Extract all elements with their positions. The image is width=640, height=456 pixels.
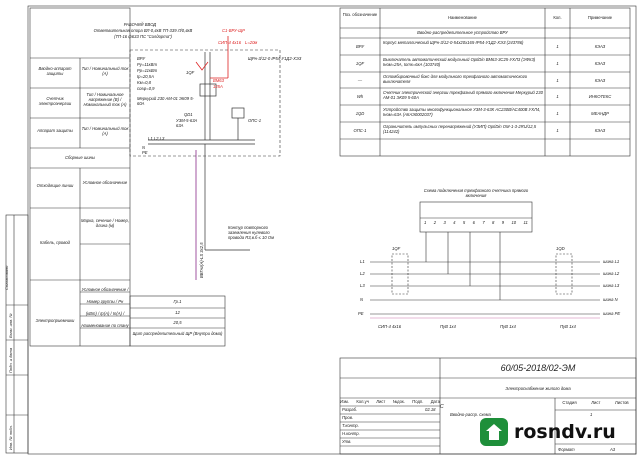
spec-row-pos: Wh [356,94,364,99]
row-sub: Тип / Номинальный ток (А) [81,126,129,136]
diagram-cable: ПуВ 1х4 [500,324,516,329]
spec-row-name: Опломбировочный бокс для модульного трехфазного автоматического выключателя [383,74,528,84]
vru-line: ВРУ [137,56,146,61]
meter-cable-label: СИП-4 4х16 [218,40,242,45]
role: Пров. [342,415,354,420]
sheet-number: 1 [590,412,593,417]
row-sub: Условное обозначение / Номер группы / Рн (кВт) / Ip(A) / In(A) / Наименование по плану [81,287,129,328]
spec-row-name: Ограничитель импульсных перенапряжений (УЗИП) OptiDin ОМ-1-3-2RU/12,5 (114242) [383,124,537,134]
spec-row-note: КЭАЗ [594,128,606,133]
bus-out: шина L3 [603,283,620,288]
stamp-sign-date: Подп. и дата [8,347,13,373]
row-sub: Условное обозначение [82,180,128,185]
row-label: Электроприемники [35,318,75,323]
role: Т.контр. [342,423,359,428]
diagram-qd: 1QD [556,246,565,251]
terminal: 11 [523,220,528,225]
spec-row-qty: 1 [556,128,559,133]
spec-row-pos: ВРУ [355,44,365,49]
bus-pe: PE [142,150,148,155]
diagram-qf: 1QF [392,246,401,251]
spec-col-name: Наименование [447,15,478,20]
ground-note: Контур повторного заземления нулевого провода R3,в.б ≤ 10 Ом [228,225,274,240]
spec-row-name: Корпус металлический ЩРн-3/12-0-54х20х165-IP54-У1Д2-ХЭЗ (243786) [383,40,524,45]
vru-line: Kм=0,8 [137,80,151,85]
meter-length-label: L=20м [245,40,258,45]
spec-row-note: КЭАЗ [594,44,606,49]
row-label: Сборные шины [64,155,96,160]
row-sub: Тип / Номинальный ток (А) [81,66,129,76]
vru-line: Ру=11кВт [137,62,157,67]
vru-line: cosφ=0,9 [137,86,155,91]
line-in: N [360,297,364,302]
terminal: 10 [511,220,517,225]
terminal: 1 [424,220,427,225]
breaker-2-spec: УЗМ-5-63А 63А [176,118,198,128]
group-name: Гр.1 [173,299,182,304]
stage-col: Лист [591,400,601,405]
bus-out: шина PE [603,311,621,316]
breaker-2: QD1 [184,112,193,117]
stage-header-row [555,400,636,405]
red-label: 125А [213,84,223,89]
spec-row-note: МЕАНДР [591,111,609,116]
diagram-cable: ПуВ 1х4 [440,324,456,329]
breaker-1: 1QF [186,70,195,75]
vru-spec: ЩРн-3/12-0 IP54-У1Д2-ХЭЗ [248,56,302,61]
spec-row-note: ИНКОТЕКС [588,94,612,99]
bus-n: N [142,145,146,150]
line-in: L2 [360,271,365,276]
spec-row-name: Счетчик электрической энергии трехфазный прямого включения Меркурий 230 АМ-01 ЭК09 5-60А [383,90,543,100]
bus-out: шина N [603,297,618,302]
role: Разраб. [342,407,358,412]
sheet-title: Вводно-распр. схема [450,412,491,417]
cable-vertical: ВВГнг(А)-LS 3х2,5 [199,242,204,278]
spec-row-pos: ОПС-1 [353,128,367,133]
format-label: Формат [558,447,575,452]
diagram-cable: ПуВ 1х4 [560,324,576,329]
title-col: Дата [430,399,440,404]
red-label: ВМ63 [213,78,224,83]
spec-col-pos: Поз. обозначение [342,12,378,17]
title-col: Подп. [412,399,424,404]
watermark [480,418,616,446]
opn-label: ОПС-1 [248,118,262,123]
diagram-title: Схема подключения трехфазного счетчика прямого включения [423,188,529,198]
spec-row-qty: 1 [556,111,559,116]
stage-col: Листов [615,400,629,405]
title-col: №док. [392,399,405,404]
spec-row-qty: 1 [556,94,559,99]
date: 02.18 [425,407,436,412]
title-col: Кол.уч [356,399,369,404]
row-sub: Тип / Номинальное напряжение (В) / Номинальный ток (А) [83,92,127,107]
role: Н.контр. [342,431,360,436]
spec-row-note: КЭАЗ [594,78,606,83]
row-label: Аппарат защиты [37,128,73,133]
spec-row-pos: — [357,78,363,83]
bus-l: L1,L2,L3 [148,136,165,141]
group-panel: Щит распределительный ЩР (Внутри дома) [132,331,223,336]
input-subtitle-2: (ТП-16 ф633 ПС "Солдорта") [114,34,172,39]
bus-out: шина L1 [603,259,620,264]
format-value: А3 [610,447,616,452]
vru-line: Рр=11кВт [137,68,158,73]
line-in: L3 [360,283,365,288]
stamp-agreed: Согласовано [4,265,9,290]
object-name: Электроснабжение жилого дома [505,386,571,391]
spec-col-note: Примечание [587,15,613,20]
spec-row-name: Выключатель автоматический модульный OptiDin ВМ63-3С25-УХЛ3 (ЭФК3) Iном=25А, Iотк=6кА (103740) [383,57,536,67]
spec-row-qty: 1 [556,61,559,66]
group-number: 12 [175,310,180,315]
terminal: 4 [453,220,456,225]
spec-row-name: Вводно-распределительное устройство ВРУ [417,30,508,35]
spec-row-pos: 1QD [355,111,365,116]
spec-row-name: Устройство защиты многофункциональное УЗМ-3-63К AC230В/АС400В УХЛ4, Iном=63А (АКАЭ0002037) [383,107,541,117]
spec-row-qty: 1 [556,78,559,83]
stage: С [440,404,444,410]
stage-col: Стадия [562,400,577,405]
line-in: L1 [360,259,365,264]
doc-number: 60/05-2018/02-ЭМ [500,363,576,373]
title-header-row [340,399,440,404]
title-col: Изм. [340,399,349,404]
row-label: Счетчик электроэнергии [38,96,72,106]
terminal: 7 [482,220,485,225]
input-title: РАБОЧИЙ ВВОД [123,22,157,27]
row-label: Вводно-аппарат защиты [38,66,72,76]
spec-row-pos: 1QF [355,61,365,66]
terminal: 8 [492,220,495,225]
row-label: Кабель, провод [40,240,70,245]
watermark-text: rosndv.ru [514,421,616,443]
row-label: Отходящие линии [36,183,74,188]
vru-line: Iр=20,5А [137,74,154,79]
diagram-cable: СИП-4 4х16 [378,324,402,329]
stamp-replace-inv: Взам. инв. № [8,313,13,338]
group-current: 20,5 [173,320,182,325]
meter-model: Меркурий 230 АМ-01 ЭК09 5-60А [137,96,194,106]
input-subtitle: Ответвительная опора ВЛ-0,4кВ ТП-339 Л/0,4кВ [93,28,193,33]
spec-row-qty: 1 [556,44,559,49]
terminal: 2 [433,220,437,225]
spec-row-note: КЭАЗ [594,61,606,66]
terminal-row [420,220,532,225]
title-col: Лист [376,399,386,404]
logo-icon [480,418,508,446]
terminal: 9 [501,220,505,225]
terminal: 5 [462,220,466,225]
meter-line-label: С1-ВРУ-ЩР [222,28,245,33]
stamp-inv-no: Инв. № подл. [8,425,13,450]
row-sub: Марка, сечение / Номер, длина (м) [81,218,130,228]
terminal: 6 [472,220,475,225]
terminal: 3 [443,220,446,225]
spec-col-qty: Кол. [553,15,562,20]
bus-out: шина L2 [603,271,620,276]
role: Утв. [342,439,352,444]
line-in: PE [358,311,364,316]
